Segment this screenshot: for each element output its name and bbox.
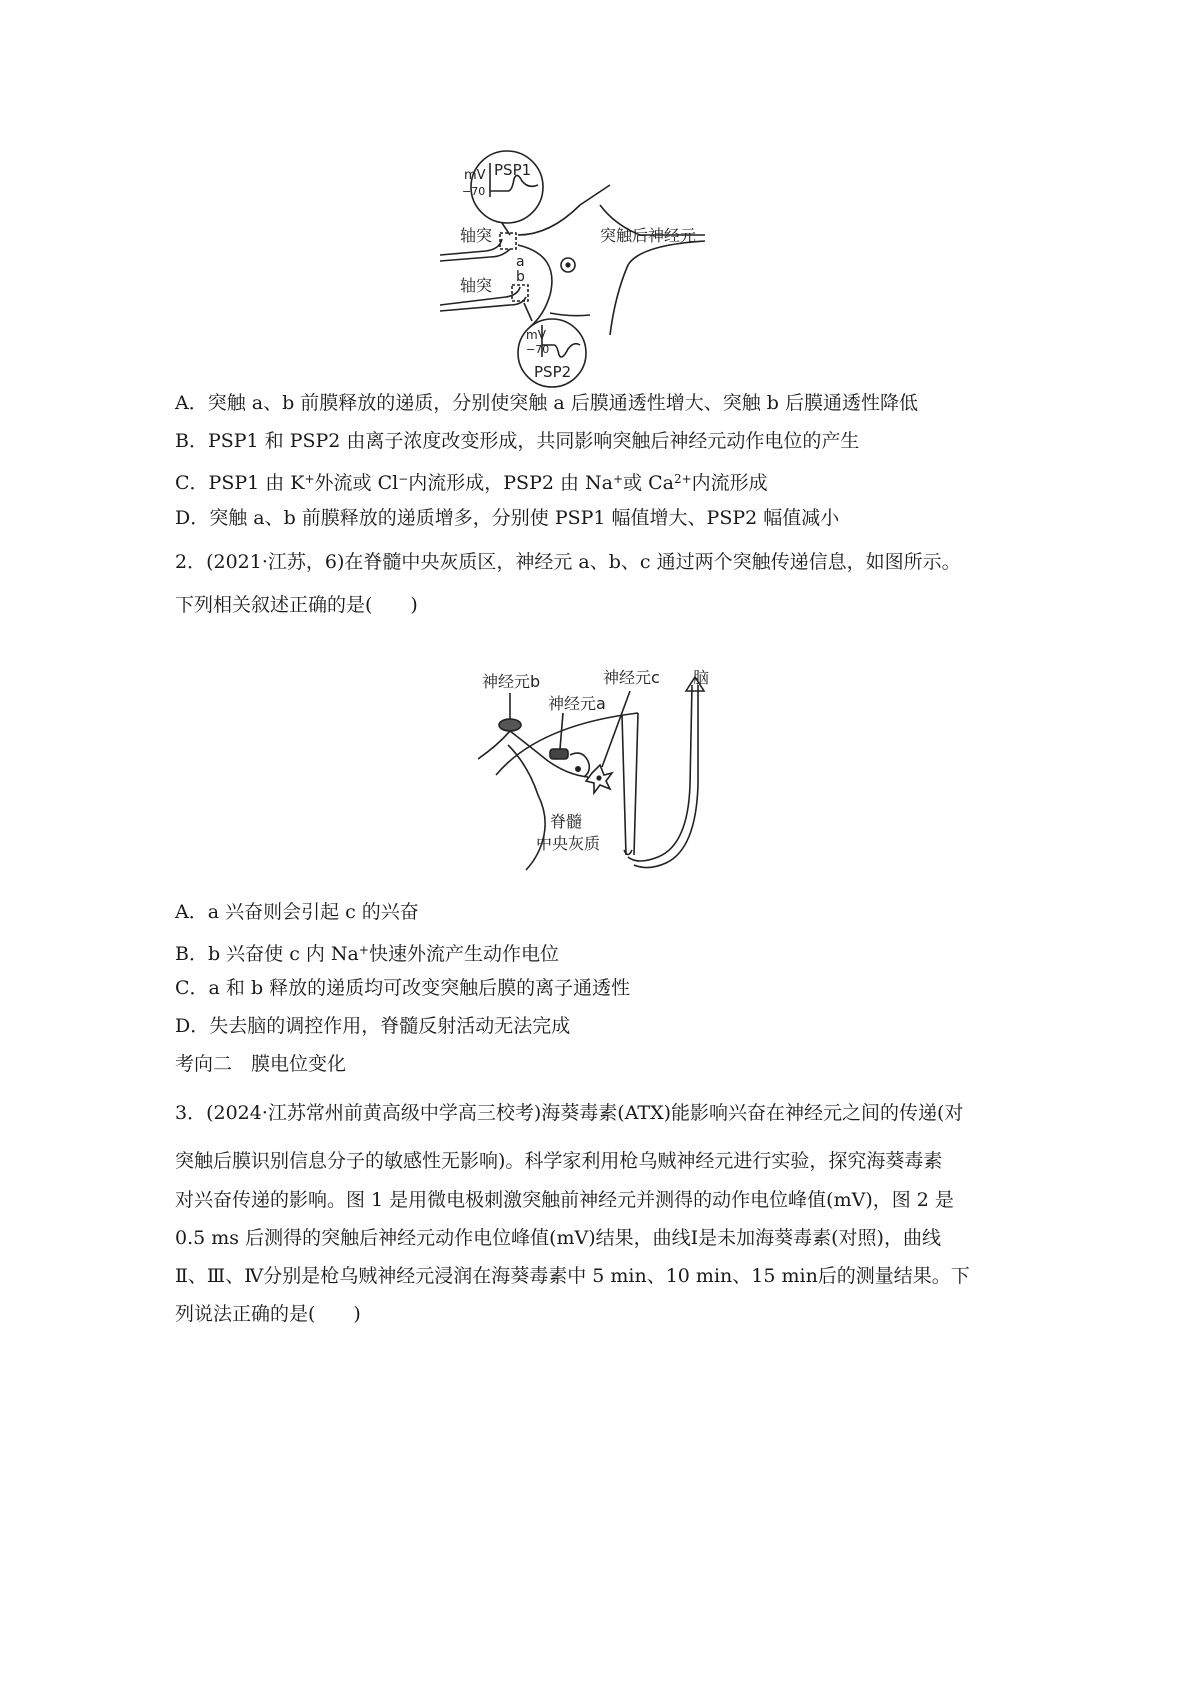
figure-synapse-psp	[440, 145, 770, 410]
q3-line5: Ⅱ、Ⅲ、Ⅳ分别是枪乌贼神经元浸润在海葵毒素中 5 min、10 min、15 min后的测量结果。下	[175, 1265, 970, 1287]
q2-option-c: C．a 和 b 释放的递质均可改变突触后膜的离子通透性	[175, 977, 631, 999]
q2-option-d: D．失去脑的调控作用，脊髓反射活动无法完成	[175, 1015, 571, 1037]
q1-option-c: C．PSP1 由 K+外流或 Cl−内流形成，PSP2 由 Na+或 $Ca^{2+}$内流形成	[175, 472, 768, 494]
q1-option-d: D．突触 a、b 前膜释放的递质增多，分别使 PSP1 幅值增大、PSP2 幅值减小	[175, 507, 840, 529]
svg-text:PSP2: PSP2	[534, 363, 572, 381]
q3-line4: 0.5 ms 后测得的突触后神经元动作电位峰值(mV)结果，曲线Ⅰ是未加海葵毒素(对照)，曲线	[175, 1227, 941, 1249]
q1-option-b: B．PSP1 和 PSP2 由离子浓度改变形成，共同影响突触后神经元动作电位的产生	[175, 430, 860, 452]
neuron-b-ganglion	[499, 719, 521, 731]
svg-text:轴突: 轴突	[460, 276, 493, 295]
svg-text:中央灰质: 中央灰质	[536, 834, 601, 853]
svg-text:a: a	[516, 254, 525, 270]
svg-text:神经元a: 神经元a	[548, 694, 606, 713]
svg-text:−70: −70	[462, 185, 486, 198]
figure-spinal-cord	[478, 665, 718, 880]
q2-option-b: B．b 兴奋使 c 内 Na+快速外流产生动作电位	[175, 943, 559, 965]
svg-text:脑: 脑	[693, 668, 710, 687]
svg-text:−70: −70	[526, 343, 550, 356]
svg-text:PSP1: PSP1	[494, 161, 532, 179]
q3-line1: 3．(2024·江苏常州前黄高级中学高三校考)海葵毒素(ATX)能影响兴奋在神经元之间的传递(对	[175, 1102, 964, 1124]
svg-text:mV: mV	[464, 168, 486, 183]
q2-stem-line2: 下列相关叙述正确的是( )	[175, 594, 418, 616]
q2-option-a: A．a 兴奋则会引起 c 的兴奋	[175, 901, 419, 923]
svg-text:脊髓: 脊髓	[550, 812, 583, 831]
svg-text:神经元b: 神经元b	[482, 672, 541, 691]
q3-line2: 突触后膜识别信息分子的敏感性无影响)。科学家利用枪乌贼神经元进行实验，探究海葵毒素	[175, 1150, 943, 1172]
svg-text:突触后神经元: 突触后神经元	[600, 226, 697, 245]
svg-text:b: b	[516, 269, 525, 285]
q1-option-a: A．突触 a、b 前膜释放的递质，分别使突触 a 后膜通透性增大、突触 b 后膜通透性降低	[175, 392, 918, 414]
svg-text:轴突: 轴突	[460, 226, 493, 245]
section-heading: 考向二 膜电位变化	[175, 1053, 347, 1075]
svg-text:神经元c: 神经元c	[603, 668, 660, 687]
svg-text:mV: mV	[526, 328, 546, 342]
q3-line6: 列说法正确的是( )	[175, 1303, 361, 1325]
q3-line3: 对兴奋传递的影响。图 1 是用微电极刺激突触前神经元并测得的动作电位峰值(mV)，图 2 是	[175, 1189, 954, 1211]
neuron-a-terminal	[550, 749, 568, 759]
q2-stem-line1: 2．(2021·江苏，6)在脊髓中央灰质区，神经元 a、b、c 通过两个突触传递信息，如图所示。	[175, 551, 961, 573]
